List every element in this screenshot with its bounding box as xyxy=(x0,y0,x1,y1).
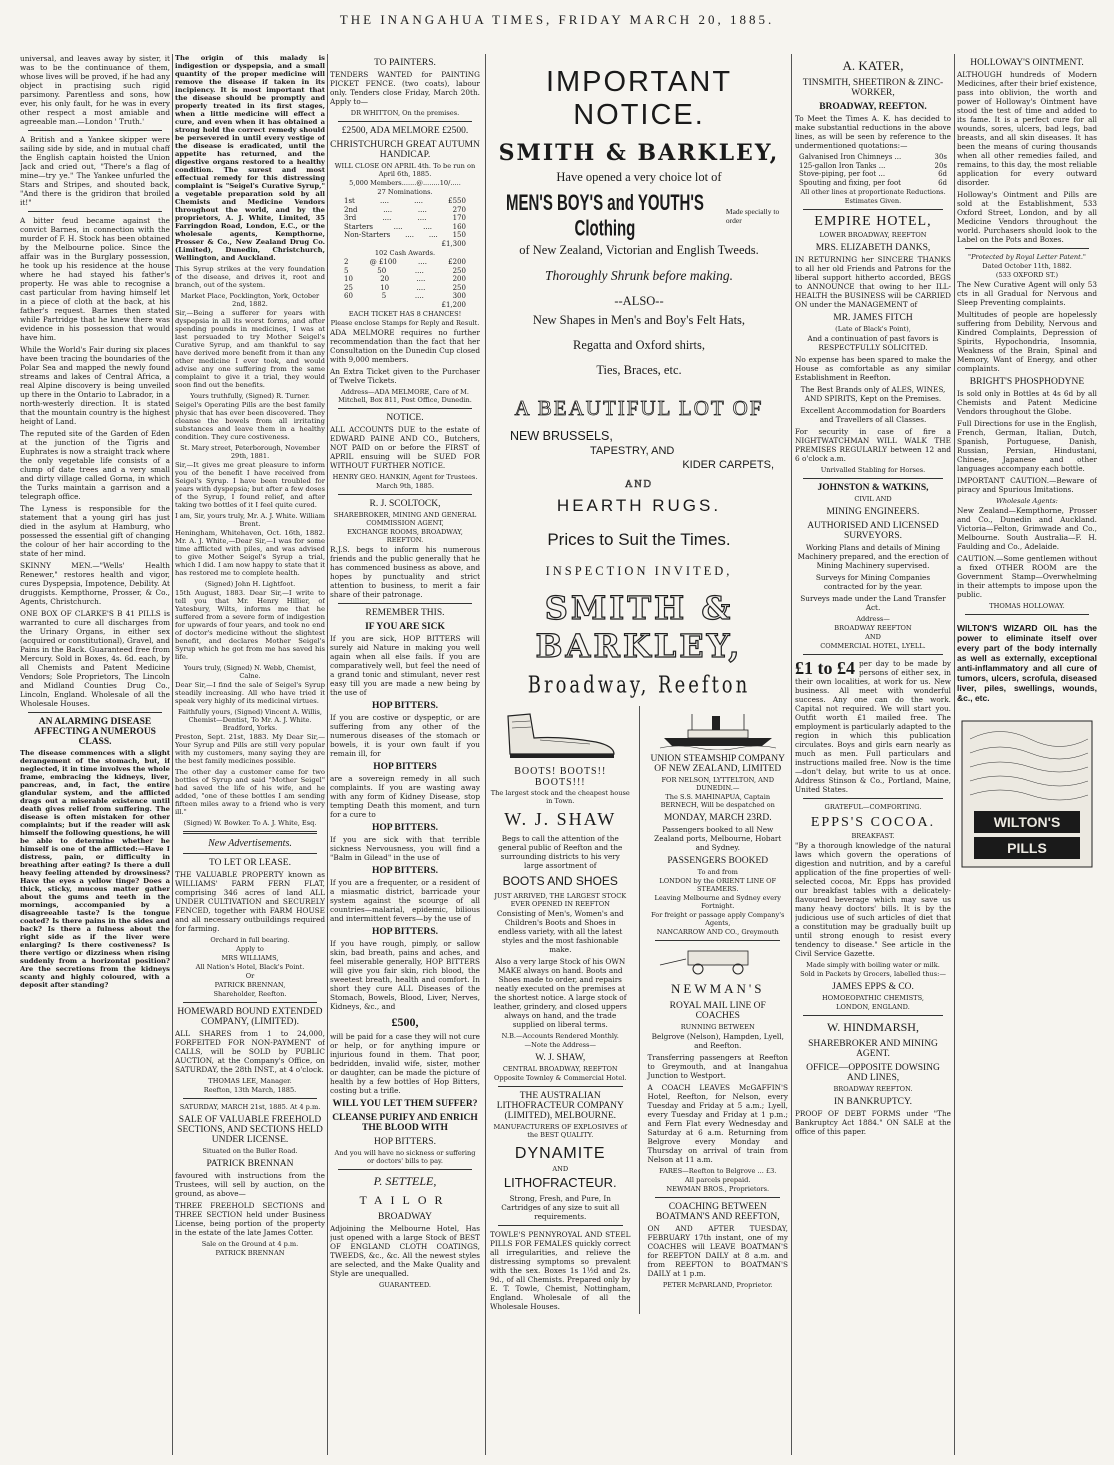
advert-text: "Protected by Royal Letter Patent." xyxy=(968,253,1086,261)
advert-text: Surveys made under the Land Transfer Act. xyxy=(800,594,946,612)
advert-heading: HOLLOWAY'S OINTMENT. xyxy=(970,58,1084,68)
letter-text: Sir,—Being a sufferer for years with dyspepsia in all its worst forms, and after spending pounds in medicines, I was at last persuaded to try Mother Seigel's Curative Syrup, and am thankful to say have derived more benefit from it than any other medicine I ever took, and would advise any one suffering from the same complaint to give it a trial, they would soon find out the benefits. xyxy=(175,309,325,389)
product-name: EPPS'S COCOA. xyxy=(810,815,936,830)
advert-text: If you are sick with that terrible sickness Nervousness, you will find a "Balm in Gilead" in the use of xyxy=(330,835,480,862)
shipping-advert xyxy=(647,706,788,1314)
advert-text: Apply to xyxy=(236,945,264,953)
advert-text: This Syrup strikes at the very foundation of the disease, and drives it, root and branch, out of the system. xyxy=(175,265,325,289)
advert-text: Also a very large Stock of his OWN MAKE always on hand. Boots and Shoes made to order, and repairs neatly executed on the premises at the shortest notice. A large stock of leather, grindery, and closed uppers always on hand, and the trade supplied on liberal terms. xyxy=(493,957,627,1029)
advert-heading: PATRICK BRENNAN xyxy=(206,1159,294,1169)
advert-heading: R. J. SCOLTOCK, xyxy=(369,499,441,509)
advert-text: (533 OXFORD ST.) xyxy=(995,271,1059,279)
advert-heading: MINING ENGINEERS. xyxy=(826,507,920,517)
advert-text: Seigel's Operating Pills are the best family physic that has ever been discovered. They cleanse the bowels from all irritating substances and leave them in a healthy condition. They cure costiveness. xyxy=(175,401,325,441)
article-text: The reputed site of the Garden of Eden at the junction of the Tigris and Euphrates is now a straight track where the only vegetable life consists of a clump of date trees and a very small and dirty village called Gorna, in which the Turks maintain a garrison and a telegraph office. xyxy=(20,429,170,501)
advert-text: THOMAS HOLLOWAY. xyxy=(989,602,1065,610)
advert-text: ON AND AFTER TUESDAY, FEBRUARY 17th instant, one of my COACHES will LEAVE BOATMAN'S for REEFTON DAILY at 8 a.m. and from REEFTON to BOATMAN'S DAILY at 1 p.m. xyxy=(647,1224,788,1278)
advert-heading: UNION STEAMSHIP COMPANY OF NEW ZEALAND, LIMITED xyxy=(650,754,785,774)
letter-address: St. Mary street, Peterborough, November 29th, 1881. xyxy=(180,444,320,460)
advert-headline: A BEAUTIFUL LOT OF xyxy=(514,396,764,420)
advert-text: LONDON by the ORIENT LINE OF STEAMERS. xyxy=(659,877,777,893)
advert-text: ALL ACCOUNTS DUE to the estate of EDWARD PAINE AND CO., Butchers, NOT PAID on or before the FIRST of APRIL ensuing will be SUED FOR WITHOUT FURTHER NOTICE. xyxy=(330,425,480,470)
letter-text: Preston, Sept. 21st, 1883. My Dear Sir,—Your Syrup and Pills are still very popular with my customers, many saying they are the best family medicines possible. xyxy=(175,733,325,765)
advert-text: —Note the Address— xyxy=(524,1041,596,1049)
advert-text: An Extra Ticket given to the Purchaser of Twelve Tickets. xyxy=(330,367,480,385)
advert-text: Multitudes of people are hopelessly suffering from Debility, Nervous and Kindred Complaints, Depression of Spirits, Hypochondria, Insomnia, Weakness of the Brain, Spinal and Memory, Want of Energy, and other complaints. xyxy=(957,310,1097,373)
advert-text: of New Zealand, Victorian and English Tweeds. xyxy=(519,243,759,257)
company-name: JOHNSTON & WATKINS, xyxy=(817,483,929,493)
steamship-icon xyxy=(658,710,778,750)
advert-text: New Zealand—Kempthorne, Prosser and Co., Dunedin and Auckland. Victoria—Felton, Grimwade and Co., Melbourne. South Australia—F. H. Faulding and Co., Adelaide. xyxy=(957,506,1097,551)
advert-text: Begs to call the attention of the general public of Reefton and the surrounding districts to his very large assortment of xyxy=(498,834,623,870)
company-name: A. KATER, xyxy=(842,58,904,73)
advert-headline xyxy=(490,191,788,242)
advert-text: WILTON'S WIZARD OIL has the power to eliminate itself over every part of the body internally as well as externally, exceptional anti-inflammatory and all cure of tumors, ulcers, scrofula, diseased liver, piles, swellings, wounds, &c., etc. xyxy=(957,623,1097,703)
column-divider xyxy=(954,54,955,1455)
advert-text: SKINNY MEN.—"Wells' Health Renewer," restores health and vigor, cures Dyspepsia, Impotence, Debility. At druggists. Kempthorne, Prosser, & Co., Agents, Christchurch. xyxy=(20,561,170,606)
advert-headline: HEARTH RUGS. xyxy=(556,496,722,515)
company-name: W. J. SHAW xyxy=(504,809,617,829)
clothing-note: Made specially to order xyxy=(725,206,780,226)
letter-signature: (Signed) W. Bowker. To A. J. White, Esq. xyxy=(183,819,317,827)
advert-text: INSPECTION INVITED, xyxy=(545,564,733,578)
advert-text: The S.S. MAHINAPUA, Captain BERNECH, Will be despatched on xyxy=(660,793,775,809)
column-divider xyxy=(172,54,173,1455)
advert-text: The disease commences with a slight derangement of the stomach, but, if neglected, it in time involves the whole frame, embracing the kidneys, liver, pancreas, and, in fact, the entire glandular system, and the afflicted drags out a miserable existence until death gives relief from suffering. The disease is often mistaken for other complaints; but if the reader will ask himself the following questions, he will be able to determine whether he himself is one of the afflicted:—Have I distress, pain, or difficulty in breathing after eating? Is there a dull heavy feeling attended by drowsiness? Have the eyes a yellow tinge? Does a thick, sticky, mucous matter gather about the gums and teeth in the mornings, accompanied by a disagreeable taste? Is the tongue coated? Is there pains in the sides and back? Is there a fulness about the right side as if the liver were enlarging? Is there costiveness? Is there vertigo or dizziness when rising suddenly from a horizontal position? Are the secretions from the kidneys scanty and highly coloured, with a deposit after standing? xyxy=(20,749,170,989)
company-name: W. J. SHAW, xyxy=(535,1053,586,1063)
letter-text: Heningham, Whitehaven, Oct. 16th, 1882. Mr. A. J. White,—Dear Sir,—I was for some time afflicted with piles, and was advised to give Mother Seigel's Syrup a trial, which I did. I am now happy to state that it has restored me to complete health. xyxy=(175,529,325,577)
product-name: BRIGHT'S PHOSPHODYNE xyxy=(969,377,1085,387)
coach-icon xyxy=(658,945,778,975)
column-divider xyxy=(639,706,640,1314)
advert-text: GUARANTEED. xyxy=(378,1281,432,1289)
advert-text: Address— xyxy=(856,615,890,623)
advert-text: TENDERS WANTED for PAINTING PICKET FENCE. (two coats), labour only. Tenders close Friday, March 20th. Apply to— xyxy=(330,70,480,106)
letter-address: Market Place, Pocklington, York, October 2nd, 1882. xyxy=(180,292,320,308)
table-row: 2nd .... .... 270 xyxy=(344,205,466,214)
advert-text: (Late of Black's Point), xyxy=(835,325,911,333)
advert-text: CIVIL AND xyxy=(854,495,892,503)
advert-text: BROADWAY REEFTON. xyxy=(833,1085,913,1093)
advert-heading: P. SETTELE, xyxy=(373,1174,437,1188)
advert-text: 102 Cash Awards. xyxy=(374,249,436,257)
advert-heading: NOTICE. xyxy=(386,413,424,423)
advert-text: DR WHITTON, On the premises. xyxy=(350,109,460,117)
pills-label-top: WILTON'S xyxy=(993,814,1061,830)
letter-signature: I am, Sir, yours truly, Mr. A. J. White. William Brent. xyxy=(175,512,325,528)
column-divider xyxy=(791,54,792,1455)
advert-text: Belgrove (Nelson), Hampden, Lyell, and Reefton. xyxy=(651,1032,784,1050)
prize-table xyxy=(330,197,480,248)
advert-heading: CLEANSE PURIFY AND ENRICH THE BLOOD WITH xyxy=(332,1113,478,1133)
advert-text: The New Curative Agent will only 53 cts in all Gradual for Nervous and Sleep Preventing complaints. xyxy=(957,280,1097,307)
advert-heading: THE AUSTRALIAN LITHOFRACTEUR COMPANY (LIMITED), MELBOURNE. xyxy=(496,1091,624,1121)
advert-headline: Prices to Suit the Times. xyxy=(547,530,731,549)
advert-heading: MRS. ELIZABETH DANKS, xyxy=(815,243,931,253)
advert-text: All parcels prepaid. xyxy=(685,1176,751,1184)
advert-heading: MONDAY, MARCH 23RD. xyxy=(663,813,772,823)
advert-text: AND xyxy=(865,633,881,641)
advert-text: AND xyxy=(625,479,653,490)
advert-text: GRATEFUL—COMFORTING. xyxy=(824,803,922,811)
advert-text: No expense has been spared to make the House as comfortable as any similar Establishment in Reefton. xyxy=(795,355,951,382)
advert-text: March 9th, 1885. xyxy=(375,482,435,490)
table-total: £1,200 xyxy=(441,300,466,309)
advert-heading: TO LET OR LEASE. xyxy=(209,858,291,868)
advert-heading: PASSENGERS BOOKED xyxy=(667,856,769,866)
advert-heading: BROADWAY xyxy=(377,1212,433,1222)
column-divider xyxy=(485,54,486,1455)
table-row: 5 50 .... 250 xyxy=(344,266,466,275)
advert-heading: MR. JAMES FITCH xyxy=(833,313,913,323)
pills-illustration xyxy=(960,719,1094,869)
table-row: Non-Starters .... .... 150 xyxy=(344,231,466,239)
advert-text: NEW BRUSSELS, xyxy=(510,429,613,443)
advert-text: The origin of this malady is indigestion or dyspepsia, and a small quantity of the proper medicine will remove the disease if taken in its incipiency. It is most important that the disease should be promptly and properly treated in its first stages, when a little medicine will effect a cure, and even when it has obtained a strong hold the correct remedy should be persevered in until every vestige of the disease is eradicated, until the appetite has returned, and the digestive organs restored to a healthy condition. The surest and most effectual remedy for this distressing complaint is "Seigel's Curative Syrup," a vegetable preparation sold by all Chemists and Medicine Vendors throughout the world, and by the proprietors, A. J. White, Limited, 35 Farringdon Road, London, E.C., or the wholesale agents, Kempthorne, Prosser & Co., New Zealand Drug Co. (Limited), Dunedin, Christchurch, Wellington, and Auckland. xyxy=(175,54,325,262)
letter-signature: Yours truly, (Signed) N. Webb, Chemist, Calne. xyxy=(183,664,317,680)
letter-signature: Faithfully yours, (Signed) Vincent A. Willis, Chemist—Dentist, To Mr. A. J. White. Bradford, Yorks. xyxy=(177,708,323,732)
advert-text: R.J.S. begs to inform his numerous friends and the public generally that he has commenced business as above, and hopes by punctuality and strict attention to business, to merit a fair share of their patronage. xyxy=(330,545,480,599)
advert-text: Strong, Fresh, and Pure, In Cartridges of any size to suit all requirements. xyxy=(501,1194,620,1221)
advert-text: Passengers booked to all New Zealand ports, Melbourne, Hobart and Sydney. xyxy=(654,825,782,852)
advert-text: BROADWAY REEFTON xyxy=(834,624,912,632)
advert-text: Please enclose Stamps for Reply and Result. xyxy=(330,319,480,327)
earnings-headline: £1 to £4 xyxy=(795,658,855,678)
column-3 xyxy=(330,54,480,1455)
earnings-advert xyxy=(795,659,951,794)
advert-text: CAUTION.—Some gentlemen without a fixed OTHER ROOM are the Government Stamp—Overwhelming in their attempts to impose upon the public. xyxy=(957,554,1097,599)
column-1 xyxy=(20,54,170,1455)
advert-text: will be paid for a case they will not cure or help, or for anything impure or injurious found in them. That poor, bedridden, invalid wife, sister, mother or daughter, can be made the picture of health by a few bottles of Hop Bitters, costing but a trifle. xyxy=(330,1032,480,1095)
advert-heading: AN ALARMING DISEASE AFFECTING A NUMEROUS CLASS. xyxy=(34,717,156,747)
column-4 xyxy=(490,54,788,1455)
advert-text: Sold in Packets by Grocers, labelled thus:— xyxy=(800,970,946,978)
advert-text: If you are sick, HOP BITTERS will surely aid Nature in making you well again when all else fails. If you are comparatively well, but feel the need of a grand tonic and stimulant, never rest easy till you are made a new being by the use of xyxy=(330,634,480,697)
letter-text: Dear Sir,—I find the sale of Seigel's Syrup steadily increasing. All who have tried it speak very highly of its medicinal virtues. xyxy=(175,681,325,705)
advert-heading: IN BANKRUPTCY. xyxy=(834,1097,912,1107)
advert-text: HOMOEOPATHIC CHEMISTS, xyxy=(822,994,924,1002)
company-name: SMITH & BARKLEY, xyxy=(498,140,780,166)
advert-heading: REMEMBER THIS. xyxy=(365,608,445,618)
advert-text: CENTRAL BROADWAY, REEFTON xyxy=(502,1065,618,1073)
advert-text: BREAKFAST. xyxy=(851,832,895,840)
advert-text: MRS WILLIAMS, xyxy=(221,954,279,962)
advert-text: Working Plans and details of Mining Machinery prepared, and the erection of Mining Machinery supervised. xyxy=(797,543,949,570)
boot-icon xyxy=(500,708,620,760)
advert-text: The Best Brands only of ALES, WINES, AND SPIRITS, Kept on the Premises. xyxy=(800,385,946,403)
advert-text: IMPORTANT CAUTION.—Beware of piracy and Spurious Imitations. xyxy=(957,476,1097,494)
advert-text: MANUFACTURERS OF EXPLOSIVES of the BEST QUALITY. xyxy=(493,1123,627,1139)
letter-text: The other day a customer came for two bottles of Syrup and said "Mother Seigel" had saved the life of his wife, and he added, "one of these bottles I am sending fifteen miles away to a friend who is very ill." xyxy=(175,768,325,816)
advert-text: Opposite Townley & Commercial Hotel. xyxy=(494,1074,627,1082)
letter-signature: (Signed) John H. Lightfoot. xyxy=(204,580,296,588)
advert-text: WILL CLOSE ON APRIL 4th. To be run on April 6th, 1885. xyxy=(334,162,476,178)
section-heading: New Advertisements. xyxy=(208,838,292,849)
advert-text: TAPESTRY, AND xyxy=(590,445,675,457)
advert-text: ALTHOUGH hundreds of Modern Medicines, after their brief existence, pass into oblivion, the worth and power of Holloway's Ointment have stood the test of time and added to its fame. It is a perfect cure for all wounds, sores, ulcers, bad legs, bad breasts, and all skin diseases. It has been the means of curing thousands when all other remedies failed, and remains, to this day, the most reliable application for every outward disorder. xyxy=(957,70,1097,187)
advert-headline: BOOTS AND SHOES xyxy=(502,874,618,888)
price-list xyxy=(795,153,951,187)
advert-text: Ties, Braces, etc. xyxy=(596,363,682,377)
advert-heading: SHAREBROKER AND MINING AGENT. xyxy=(808,1039,938,1059)
advert-text: Is sold only in Bottles at 4s 6d by all Chemists and Patent Medicine Vendors throughout the Globe. xyxy=(957,389,1097,416)
advert-text: Adjoining the Melbourne Hotel, Has just opened with a large Stock of BEST OF ENGLAND CLOTH COATINGS, TWEEDS, &c., &c. All the newest styles are selected, and the Make Quality and Style are unequalled. xyxy=(330,1224,480,1278)
clothing-line: MEN'S BOY'S and YOUTH'S Clothing xyxy=(505,190,704,242)
advert-heading: WILL YOU LET THEM SUFFER? xyxy=(332,1099,478,1109)
advert-heading: £2500, ADA MELMORE £2500. xyxy=(341,126,469,136)
advert-text: Shareholder, Reefton. xyxy=(213,990,287,998)
advert-text: SATURDAY, MARCH 21st, 1885. At 4 p.m. xyxy=(179,1103,321,1111)
table-row: 25 10 .... 250 xyxy=(344,283,466,292)
advert-text: If you are costive or dyspeptic, or are suffering from any other of the numerous diseases of the stomach or bowels, it is your own fault if you remain ill, for xyxy=(330,713,480,758)
advert-text: Thoroughly Shrunk before making. xyxy=(545,268,733,283)
masthead: THE INANGAHUA TIMES, FRIDAY MARCH 20, 1885. xyxy=(339,12,775,27)
advert-text: "By a thorough knowledge of the natural laws which govern the operations of digestion and nutrition, and by a careful application of the fine properties of well-selected cocoa, Mr. Epps has provided our breakfast tables with a delicately-flavoured beverage which may save us many heavy doctors' bills. It is by the judicious use of such articles of diet that a constitution may be gradually built up until strong enough to resist every tendency to disease." See article in the Civil Service Gazette. xyxy=(795,841,951,958)
advert-text: A COACH LEAVES McGAFFIN'S Hotel, Reefton, for Nelson, every Tuesday and Friday at 5 a.m.; Lyell, every Tuesday and Friday at 1 p.m.; and Fern Flat every Wednesday and Saturday at 6 a.m. Returning from Belgrove every Monday and Thursday on arrival of train from Nelson at 11 a.m. xyxy=(647,1083,788,1164)
advert-text: And a continuation of past favors is RESPECTFULLY SOLICITED. xyxy=(807,334,939,352)
advert-text: All other lines at proportionate Reductions. xyxy=(800,188,946,196)
advert-text: Or xyxy=(245,972,255,980)
advert-text: LONDON, ENGLAND. xyxy=(836,1003,910,1011)
article-text: universal, and leaves away by sister, it was to be the continuance of them, whose lives will be proved, if he had any object in practising such rigid parsimony. Parentless and sons, how ever, his only fault, for he was in every other respect a most amiable and agreeable man.—London ' Truth.' xyxy=(20,54,170,126)
advert-text: Made simply with boiling water or milk. xyxy=(806,961,940,969)
advert-headline: BOOTS! BOOTS!! BOOTS!!! xyxy=(514,766,607,788)
advert-text: Full Directions for use in the English, French, German, Italian, Dutch, Spanish, Portuguese, Danish, Russian, Persian, Hindustani, Chinese, Japanese and other languages accompany each bottle. xyxy=(957,419,1097,473)
table-row: 60 5 .... 300 xyxy=(344,292,466,300)
advert-text: ALL SHARES from 1 to 24,000, FORFEITED FOR NON-PAYMENT of CALLS, will be SOLD by PUBLIC AUCTION, at the Company's Office, on SATURDAY, the 28th INST., at 4 o'clock. xyxy=(175,1029,325,1074)
advert-text: TOWLE'S PENNYROYAL AND STEEL PILLS FOR FEMALES quickly correct all irregularities, and relieve the distressing symptoms so prevalent with the sex. Boxes 1s 1½d and 2s. 9d., of all Chemists. Prepared only by E. T. Towle, Chemist, Nottingham, England. Wholesale of all the Wholesale Houses. xyxy=(490,1230,631,1311)
advert-text: For freight or passage apply Company's Agents, xyxy=(651,911,785,927)
advert-text: Excellent Accommodation for Boarders and Travellers of all Classes. xyxy=(800,406,946,424)
product-name: HOP BITTERS xyxy=(373,762,437,772)
advert-text: EACH TICKET HAS 8 CHANCES! xyxy=(348,310,462,318)
advert-text: THREE FREEHOLD SECTIONS and THREE SECTION held under Business License, being portion of the property in the estate of the late James Cotter. xyxy=(175,1201,325,1237)
advert-text: The largest stock and the cheapest house in Town. xyxy=(490,789,630,805)
advert-text: SHAREBROKER, MINING AND GENERAL COMMISSION AGENT, xyxy=(333,511,477,527)
shaw-advert xyxy=(490,706,631,1314)
company-name: EMPIRE HOTEL, xyxy=(814,214,932,229)
advert-text: Consisting of Men's, Women's and Children's Boots and Shoes in endless variety, with all the latest styles and the most fashionable make. xyxy=(496,909,624,954)
advert-heading: IF YOU ARE SICK xyxy=(365,622,445,632)
article-text: While the World's Fair during six places have been tracing the boundaries of the Polar Sea and mapped the newly found streams and lakes of Central Africa, a real Alpine discovery is being unveiled up there in the Ontario to Labrador, in a north-westerly direction. It is stated that the mountain country is the highest height of Land. xyxy=(20,345,170,426)
advert-text: JUST ARRIVED, THE LARGEST STOCK EVER OPENED IN REEFTON xyxy=(494,892,627,908)
advert-heading: HOMEWARD BOUND EXTENDED COMPANY, (LIMITED). xyxy=(177,1007,323,1027)
advert-text: ONE BOX OF CLARKE'S B 41 PILLS is warranted to cure all discharges from the Urinary Organs, in either sex (acquired or constitutional), Gravel, and Pains in the Back. Guaranteed free from Mercury. Sold in Boxes, 4s. 6d. each, by all Chemists and Patent Medicine Vendors; Sole Proprietors, The Lincoln and Midland Counties Drug Co., Lincoln, England. Wholesale of all the Wholesale Houses. xyxy=(20,609,170,708)
letter-text: 15th August, 1883. Dear Sir,—I write to tell you that Mr. Henry Hillier, of Yatesbury, Wilts, informs me that he suffered from a severe form of indigestion for upwards of four years, and took no end of doctor's medicine without the slightest benefit, and declares Mother Seigel's Syrup which he got from me has saved his life. xyxy=(175,589,325,661)
letter-text: Sir,—It gives me great pleasure to inform you of the benefit I have received from Seigel's Syrup. I have been troubled for years with dyspepsia; but after a few doses of the Syrup, I found relief, and after taking two bottles of it I feel quite cured. xyxy=(175,461,325,509)
product-name: HOP BITTERS. xyxy=(372,701,438,711)
advert-text: Reefton, 13th March, 1885. xyxy=(203,1086,297,1094)
article-text: A bitter feud became against the convict Barnes, in connection with the murder of F. H. Stock has been obtained by the Melbourne police. Since the affair was in the Burglary possession, he took up his residence at the house where he had stayed his father's property. He was able to recognise a cast particular from having himself let in a piece of cloth at the back, at his father's request. Barnes then stated while Partridge that he knew there was evidence in his possession that would have him. xyxy=(20,216,170,342)
advert-text: NANCARROW AND CO., Greymouth xyxy=(656,928,779,936)
advert-text: PROOF OF DEBT FORMS under "The Bankruptcy Act 1884." ON SALE at the office of this paper. xyxy=(795,1109,951,1136)
pills-label-bottom: PILLS xyxy=(1007,840,1047,856)
advert-heading: TAILOR xyxy=(359,1193,451,1207)
advert-text: If you are a frequenter, or a resident of a miasmatic district, barricade your system against the scourge of all countries—malarial, epidemic, bilious and intermittent fevers—by the use of xyxy=(330,878,480,923)
company-name: W. HINDMARSH, xyxy=(827,1020,919,1034)
advert-text: N.B.—Accounts Rendered Monthly. xyxy=(501,1032,619,1040)
advert-text: PATRICK BRENNAN xyxy=(215,1249,285,1257)
list-item: 125-gallon Iron Tanks ... 20s xyxy=(799,161,947,170)
column-5 xyxy=(795,54,951,1455)
advert-text: If you have rough, pimply, or sallow skin, bad breath, pains and aches, and feel miserable generally, HOP BITTERS will give you fair skin, rich blood, the sweetest breath, health and comfort. In short they cure ALL Diseases of the Stomach, Bowels, Blood, Liver, Nerves, Kidneys, &c., and xyxy=(330,939,480,1011)
product-name: DYNAMITE xyxy=(514,1145,606,1162)
reward-amount: £500, xyxy=(391,1015,419,1029)
advert-text: RUNNING BETWEEN xyxy=(680,1023,755,1031)
table-total: £1,300 xyxy=(441,239,466,248)
advert-text: Estimates Given. xyxy=(844,197,902,205)
advert-text: Sale on the Ground at 4 p.m. xyxy=(201,1240,299,1248)
list-item: Spouting and fixing, per foot 6d xyxy=(799,178,947,187)
table-row: Starters .... .... 160 xyxy=(344,222,466,231)
advert-text: IN RETURNING her SINCERE THANKS to all her old Friends and Patrons for the liberal support hitherto accorded, BEGS to ANNOUNCE that owing to her ILL-HEALTH the BUSINESS will be CARRIED ON under the MANAGEMENT of xyxy=(795,255,951,309)
advert-text: Unrivalled Stabling for Horses. xyxy=(820,466,926,474)
advert-text: Wholesale Agents: xyxy=(996,497,1058,505)
advert-text: FARES—Reefton to Belgrove ... £3. xyxy=(659,1167,777,1175)
advert-text: To and from xyxy=(697,868,738,876)
advert-text: Address—ADA MELMORE, Care of M. Mitchell, Box 811, Post Office, Dunedin. xyxy=(338,388,472,404)
advert-text: Transferring passengers at Reefton to Greymouth, and at Inangahua Junction to Westport. xyxy=(647,1053,788,1080)
advert-heading: SALE OF VALUABLE FREEHOLD SECTIONS, AND SECTIONS HELD UNDER LICENSE. xyxy=(177,1115,323,1145)
column-6 xyxy=(957,54,1097,1455)
advert-text: Orchard in full bearing. xyxy=(210,936,290,944)
advert-text: All Nation's Hotel, Black's Point. xyxy=(195,963,305,971)
advert-text: FOR NELSON, LYTTELTON, AND DUNEDIN.— xyxy=(661,776,774,792)
article-text: The Lyness is responsible for the statement that a young girl has just died in the asylum at Hamburg, who possessed the essential gift of changing the colour of her hair according to the state of her mind. xyxy=(20,504,170,558)
company-name: JAMES EPPS & CO. xyxy=(832,982,914,992)
advert-text: Situated on the Buller Road. xyxy=(202,1147,298,1155)
advert-text: EXCHANGE ROOMS, BROADWAY, REEFTON. xyxy=(347,528,463,544)
advert-text: For security in case of fire a NIGHTWATCHMAN WILL WALK THE PREMISES REGULARLY between 12 and 6 o'clock a.m. xyxy=(795,427,951,463)
advert-text: LOWER BROADWAY, REEFTON xyxy=(819,231,927,239)
column-divider xyxy=(327,54,328,1455)
product-name: HOP BITTERS. xyxy=(372,927,438,937)
advert-text: 27 Nominations. xyxy=(377,188,433,196)
advert-text: per day to be made by persons of either sex, in their own localities, at work for us. New business. All meet with wonderful success. Any one can do the work. Capital not required. We will start you. Outfit worth £1 mailed free. The employment is particularly adapted to the region in which this publication circulates. Boys and girls earn nearly as much as men. Full particulars and instructions mailed free. Now is the time—don't delay, but write to us at once. Address Stinson & Co., Portland, Maine, United States. xyxy=(795,659,951,794)
advert-heading: COACHING BETWEEN BOATMAN'S AND REEFTON, xyxy=(655,1202,780,1222)
product-name: LITHOFRACTEUR. xyxy=(503,1175,617,1190)
list-item: Galvanised Iron Chimneys ... 30s xyxy=(799,153,947,161)
advert-text: --ALSO-- xyxy=(614,294,664,308)
advert-heading: BROADWAY, REEFTON. xyxy=(819,102,927,112)
advert-heading: AUTHORISED AND LICENSED SURVEYORS. xyxy=(807,521,939,541)
advert-text: Leaving Melbourne and Sydney every Fortnight. xyxy=(654,894,782,910)
list-item: Stove-piping, per foot ... 6d xyxy=(799,170,947,178)
advert-text: Dated October 11th, 1882. xyxy=(982,262,1072,270)
advert-heading: TINSMITH, SHEETIRON & ZINC-WORKER, xyxy=(802,78,944,98)
advert-text: are a sovereign remedy in all such complaints. If you are wasting away with any form of Kidney Disease, stop tempting Death this moment, and turn for a cure to xyxy=(330,774,480,819)
table-row: 1st .... .... £550 xyxy=(344,197,466,205)
advert-text: PATRICK BRENNAN, xyxy=(214,981,286,989)
advert-heading: OFFICE—OPPOSITE DOWSING AND LINES, xyxy=(806,1063,940,1083)
advert-text: THE VALUABLE PROPERTY known as WILLIAMS' FARM FERN FLAT, comprising 346 acres of land ALL UNDER CULTIVATION and SECURELY FENCED, together with FARM HOUSE and all necessary outbuildings required for farming. xyxy=(175,870,325,933)
advert-headline: IMPORTANT NOTICE. xyxy=(545,66,733,131)
product-name: HOP BITTERS. xyxy=(372,823,438,833)
advert-text: THOMAS LEE, Manager. xyxy=(208,1077,292,1085)
advert-text: HENRY GEO. HANKIN, Agent for Trustees. xyxy=(332,473,478,481)
advert-text: PETER McPARLAND, Proprietor. xyxy=(662,1281,773,1289)
product-name: HOP BITTERS. xyxy=(374,1137,436,1147)
advert-text: COMMERCIAL HOTEL, LYELL. xyxy=(820,642,926,650)
advert-text: Have opened a very choice lot of xyxy=(556,170,722,184)
table-row: 2 @ £100 .... £200 xyxy=(344,258,466,266)
advert-text: New Shapes in Men's and Boy's Felt Hats, xyxy=(532,313,746,327)
advert-text: 5,000 Members.......@........10/..... xyxy=(349,179,461,187)
advert-text: Surveys for Mining Companies contracted for by the year. xyxy=(815,573,931,591)
product-name: HOP BITTERS. xyxy=(372,866,438,876)
company-name: SMITH & BARKLEY, xyxy=(535,589,743,665)
advert-text: To Meet the Times A. K. has decided to make substantial reductions in the above lines, as will be seen by reference to the undermentioned quotations:— xyxy=(795,114,951,150)
advert-text: NEWMAN BROS., Proprietors. xyxy=(666,1185,770,1193)
awards-table xyxy=(330,258,480,309)
table-row: 10 20 .... 200 xyxy=(344,275,466,283)
advert-text: favoured with instructions from the Trustees, will sell by auction, on the ground, as above— xyxy=(175,1171,325,1198)
letter-signature: Yours truthfully, (Signed) R. Turner. xyxy=(190,392,310,400)
advert-text: And you will have no sickness or suffering or doctors' bills to pay. xyxy=(334,1149,476,1165)
advert-heading: CHRISTCHURCH GREAT AUTUMN HANDICAP. xyxy=(330,140,480,160)
advert-heading: TO PAINTERS. xyxy=(374,58,436,68)
column-2 xyxy=(175,54,325,1455)
advert-heading: ROYAL MAIL LINE OF COACHES xyxy=(669,1001,766,1021)
advert-text: KIDER CARPETS, xyxy=(682,459,774,471)
advert-text: Regatta and Oxford shirts, xyxy=(573,338,705,352)
advert-text: ADA MELMORE requires no further recommendation than the fact that her Consultation on the Dunedin Cup closed with 9,000 members. xyxy=(330,328,480,364)
table-row: 3rd .... .... 170 xyxy=(344,214,466,222)
advert-text: AND xyxy=(552,1165,569,1173)
company-name: NEWMAN'S xyxy=(670,981,765,996)
article-text: A British and a Yankee skipper were sailing side by side, and in mutual chaff the English captain hoisted the Union Jack and cried out, "There's a flag of mine—try ye." The Yankee unfurled the Stars and Stripes, and shouted back, "And there is the gridiron that broiled it!" xyxy=(20,135,170,207)
company-address: Broadway, Reefton xyxy=(527,671,751,700)
advert-text: Holloway's Ointment and Pills are sold at the Establishment, 533 Oxford Street, London, and by all Medicine Vendors throughout the world. Purchasers should look to the Label on the Pots and Boxes. xyxy=(957,190,1097,244)
lower-adverts xyxy=(490,706,788,1314)
